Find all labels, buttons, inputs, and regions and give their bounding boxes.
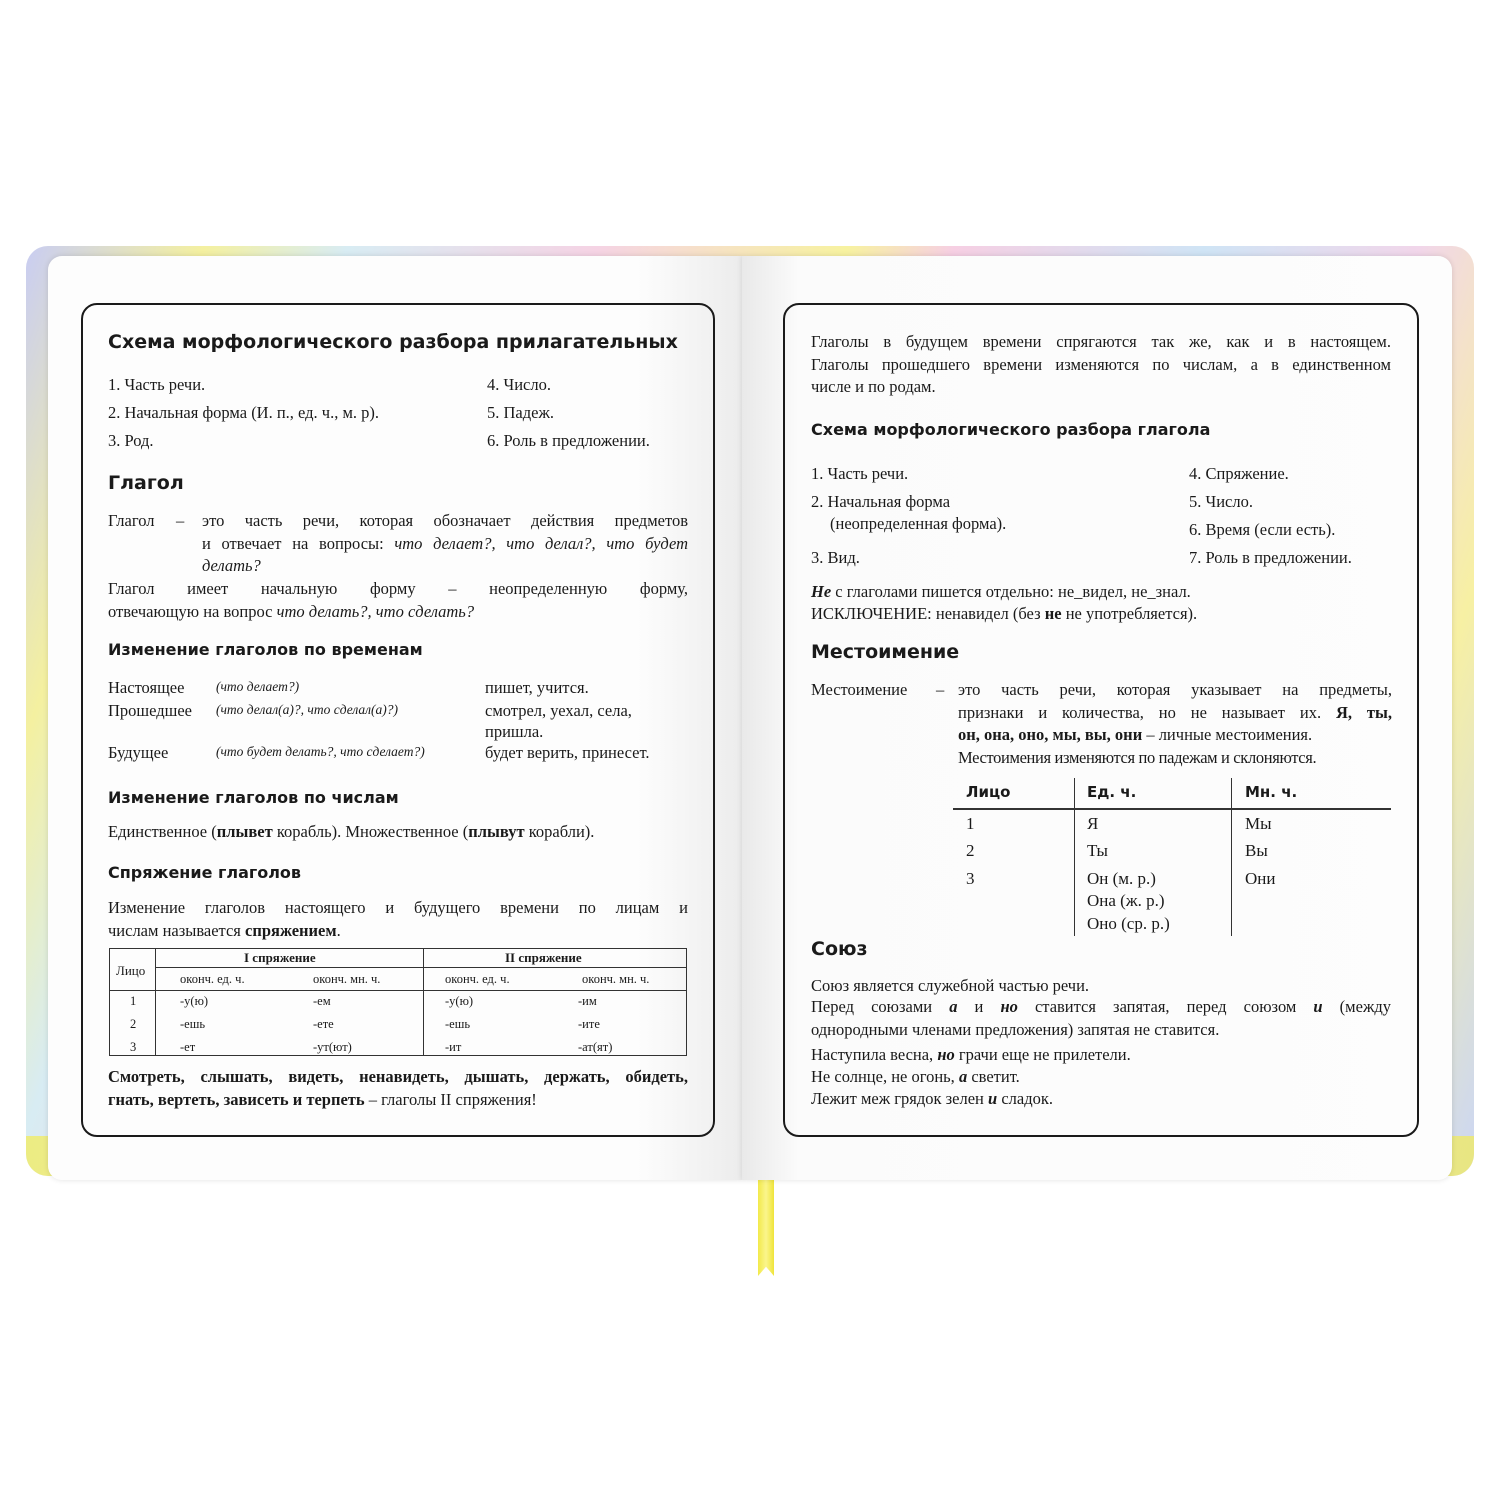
table-subheader: оконч. мн. ч. [313,972,381,986]
table-rule [110,990,686,991]
table-cell: -ит [445,1040,462,1054]
pronoun-cell: Он (м. р.) [1087,869,1156,888]
union-line [811,996,1391,1019]
adj-item: 2. Начальная форма (И. п., ед. ч., м. р). [108,403,380,422]
ne-bold: Не [811,582,832,601]
pronoun-definition [958,679,1392,769]
pronoun-line [958,724,1392,747]
infinitive-text-part: отвечающую на вопрос [108,601,277,621]
infinitive-questions: что делать?, что сделать? [276,601,475,621]
number-bold: плывет [216,822,273,841]
table-cell: -ат(ят) [578,1040,613,1054]
adj-item: 5. Падеж. [487,403,554,422]
pronoun-header: Ед. ч. [1087,783,1137,801]
table-cell: -ешь [180,1017,206,1031]
example-union: и [988,1089,998,1108]
verb-item: (неопределенная форма). [830,514,1007,533]
example-union: но [937,1045,955,1064]
tense-example: пишет, учится. [485,678,589,697]
conjugation-text-part: . [336,920,341,940]
future-tense-text [811,331,1391,399]
verb-item: 7. Роль в предложении. [1189,548,1352,567]
verb-def-questions: что делает?, что делал?, что будет [394,533,688,553]
example-union: а [958,1067,968,1086]
number-text [108,821,594,843]
table-rule [953,808,1391,810]
verb-def-line: это часть речи, которая обозначает действия предметов [202,511,688,530]
table-cell: -у(ю) [445,994,474,1008]
conjugation-term: спряжением [245,920,337,940]
pronoun-cell: 2 [966,841,975,860]
verb-title: Глагол [108,472,184,494]
table-cell: 1 [130,994,137,1008]
conjugation-text-part: числам называется [108,920,246,940]
tense-question: (что делает?) [216,679,300,694]
pronoun-bold: он, она, оно, мы, вы, они [958,725,1143,744]
verb-def-text: и отвечает на вопросы: [202,533,395,553]
table-subheader: оконч. мн. ч. [582,972,650,986]
table-header-conj1: I спряжение [244,950,316,965]
exceptions-line [108,1066,688,1089]
pronoun-cell: Мы [1245,814,1272,833]
pronoun-cell: Я [1087,814,1099,833]
pronoun-cell: Ты [1087,841,1108,860]
union-text-part: Перед союзами [811,997,950,1016]
conjugation-table [109,948,687,1056]
table-header-person: Лицо [116,963,146,978]
tense-name: Прошедшее [108,701,192,720]
tense-example: смотрел, уехал, села, [485,701,632,720]
pronoun-bold: Я, ты, [1335,702,1393,722]
table-cell: -им [578,994,597,1008]
table-rule [423,949,424,1055]
example-text: Не солнце, не огонь, [811,1067,959,1086]
tense-name: Будущее [108,743,169,762]
future-line: Глаголы прошедшего времени изменяются по числам, а в единственном [811,354,1391,374]
pronoun-cell: Они [1245,869,1276,888]
ne-rule [811,581,1191,603]
table-cell: -ем [313,994,331,1008]
table-cell: -ите [578,1017,600,1031]
example-text: грачи еще не прилетели. [954,1045,1131,1064]
table-cell: 2 [130,1017,137,1031]
pronoun-cell: Она (ж. р.) [1087,891,1165,910]
table-rule [1231,778,1232,936]
future-line: числе и по родам. [811,377,936,396]
exceptions-bold: Смотреть, слышать, видеть, ненавидеть, дышать, держать, обидеть, [108,1067,688,1086]
exceptions-line [108,1089,688,1112]
table-cell: -у(ю) [180,994,209,1008]
adj-item: 3. Род. [108,431,154,450]
conjugation-line: Изменение глаголов настоящего и будущего времени по лицам и [108,898,688,917]
verb-def-line [202,555,688,578]
table-rule [155,967,686,968]
exceptions-text-part: – глаголы II спряжения! [364,1089,537,1109]
table-cell: -ет [180,1040,196,1054]
exceptions-bold: гнать, вертеть, зависеть и терпеть [108,1089,365,1109]
number-bold: плывут [468,822,525,841]
union-word: но [1000,997,1018,1016]
pronoun-cell: Вы [1245,841,1268,860]
conjugation-line [108,920,688,943]
union-word: а [949,997,958,1016]
pronoun-title: Местоимение [811,641,960,663]
union-text-part: и [957,997,1001,1016]
union-text: Союз является служебной частью речи. [811,976,1090,995]
table-rule [155,949,156,1055]
verb-def-questions: делать? [202,556,261,575]
verb-item: 2. Начальная форма [811,492,951,511]
ne-exception-text: ненавидел (без [935,604,1045,623]
verb-item: 5. Число. [1189,492,1253,511]
pronoun-text-part: – личные местоимения. [1142,725,1313,744]
example-text: сладок. [997,1089,1053,1108]
union-title: Союз [811,938,868,960]
pronoun-term: Местоимение [811,680,908,699]
verb-item: 6. Время (если есть). [1189,520,1336,539]
table-cell: -ут(ют) [313,1040,352,1054]
future-line: Глаголы в будущем времени спрягаются так же, как и в настоящем. [811,332,1391,351]
union-example [811,1066,1020,1088]
union-example [811,1044,1131,1066]
ne-exception-bold: не [1044,604,1062,623]
union-line: однородными членами предложения) запятая не ставится. [811,1019,1220,1039]
ne-text: с глаголами пишется отдельно: не_видел, не_знал. [831,582,1191,601]
table-header-conj2: II спряжение [505,950,582,965]
union-rule [811,996,1391,1041]
tense-question: (что будет делать?, что сделает?) [216,744,425,759]
union-text-part: ставится запятая, перед союзом [1017,997,1314,1016]
verb-item: 4. Спряжение. [1189,464,1289,483]
example-text: Наступила весна, [811,1045,938,1064]
table-subheader: оконч. ед. ч. [445,972,510,986]
adj-item: 4. Число. [487,375,551,394]
number-text-part: корабли). [524,822,595,841]
verb-item: 3. Вид. [811,548,860,567]
verb-dash: – [176,511,185,530]
exceptions-text [108,1066,688,1111]
pronoun-header: Мн. ч. [1245,783,1298,801]
tense-example: пришла. [485,722,544,741]
verb-term: Глагол [108,511,155,530]
union-text-part: (между [1322,997,1391,1016]
pronoun-dash: – [936,680,945,699]
pronoun-line: Местоимения изменяются по падежам и склоняются. [958,747,1317,767]
union-word: и [1313,997,1323,1016]
verb-definition [202,510,688,578]
pronoun-line [958,702,1392,725]
infinitive-text [108,578,688,623]
adj-item: 6. Роль в предложении. [487,431,650,450]
table-cell: -ешь [445,1017,471,1031]
table-cell: 3 [130,1040,137,1054]
adjective-scheme-title: Схема морфологического разбора прилагательных [108,331,678,353]
verb-scheme-title: Схема морфологического разбора глагола [811,420,1211,439]
tense-question: (что делал(а)?, что сделал(а)?) [216,702,399,717]
verb-def-line [202,533,688,556]
pronoun-text-part: признаки и количества, но не называет их. [958,702,1336,722]
number-text-part: Единственное ( [108,822,217,841]
infinitive-line: Глагол имеет начальную форму – неопределенную форму, [108,579,688,598]
example-text: светит. [967,1067,1020,1086]
table-subheader: оконч. ед. ч. [180,972,245,986]
verb-item: 1. Часть речи. [811,464,909,483]
conjugation-text [108,897,688,942]
infinitive-line [108,601,688,624]
pronoun-cell: 1 [966,814,975,833]
conjugation-title: Спряжение глаголов [108,863,302,882]
number-text-part: корабль). Множественное ( [272,822,469,841]
table-cell: -ете [313,1017,334,1031]
adj-item: 1. Часть речи. [108,375,206,394]
ne-exception-text: не употребляется). [1061,604,1198,623]
pronoun-line: это часть речи, которая указывает на предметы, [958,680,1392,699]
tense-title: Изменение глаголов по временам [108,640,423,659]
tense-example: будет верить, принесет. [485,743,650,762]
pronoun-cell: Оно (ср. р.) [1087,914,1170,933]
number-title: Изменение глаголов по числам [108,788,399,807]
example-text: Лежит меж грядок зелен [811,1089,989,1108]
ne-exception-label: ИСКЛЮЧЕНИЕ: [811,604,936,623]
ne-exception [811,603,1197,625]
tense-name: Настоящее [108,678,185,697]
pronoun-cell: 3 [966,869,975,888]
table-rule [1074,778,1075,936]
union-example [811,1088,1053,1110]
pronoun-header: Лицо [966,783,1011,801]
